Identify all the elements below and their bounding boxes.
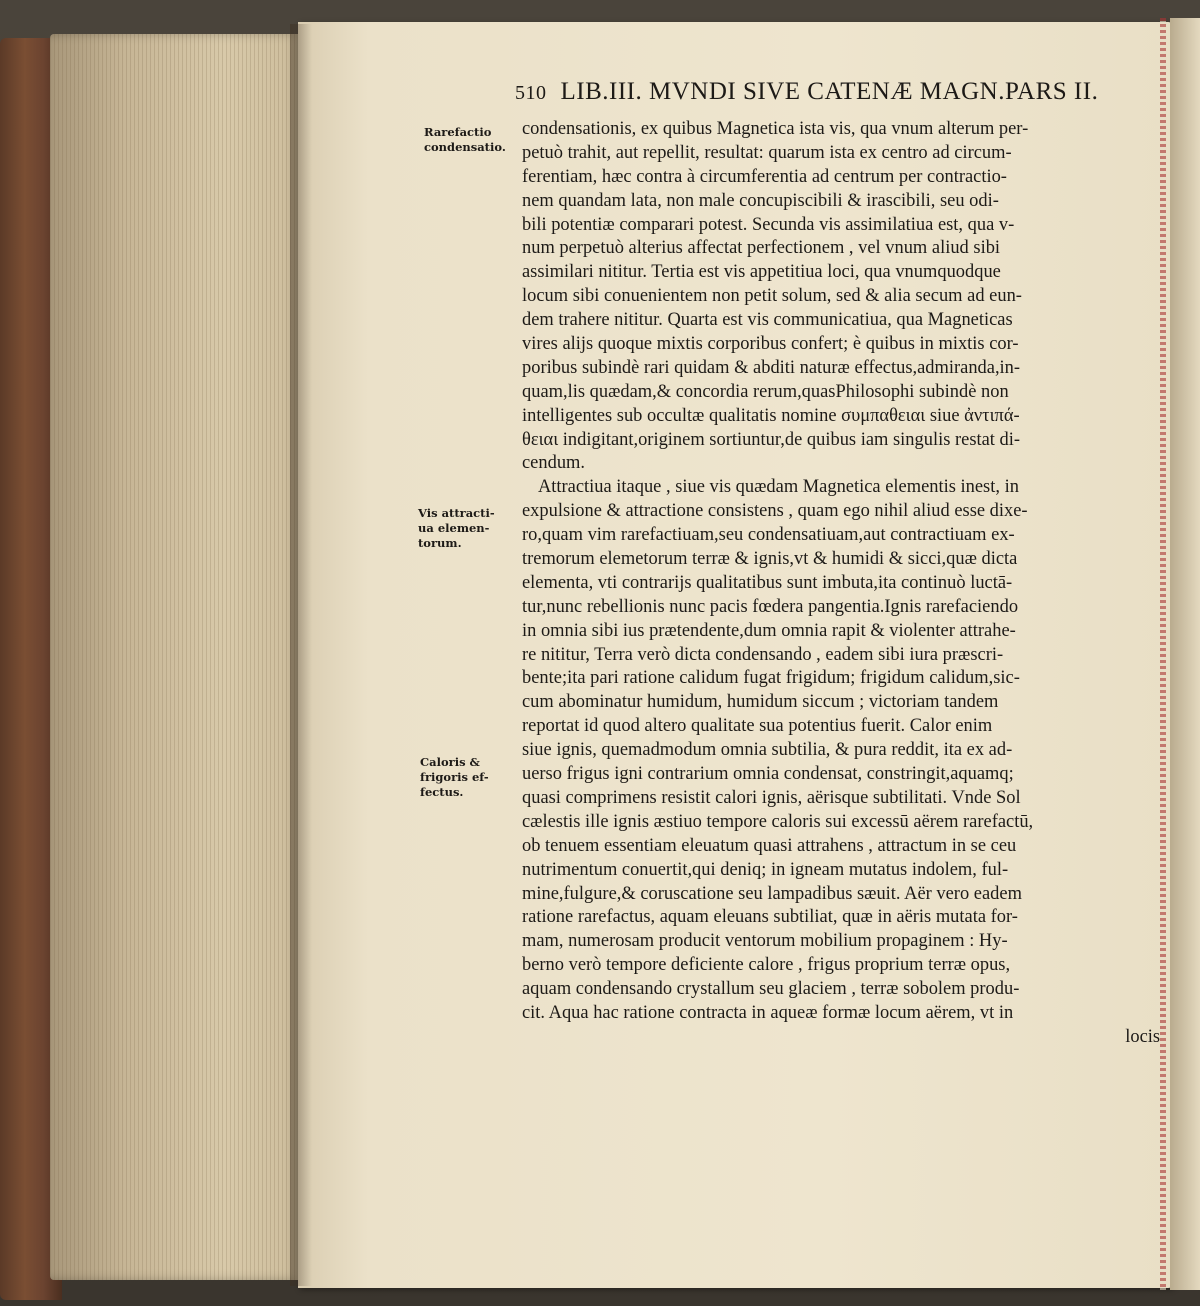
margin-note-line: torum.	[418, 536, 462, 550]
margin-note	[424, 125, 516, 155]
text-line: condensationis, ex quibus Magnetica ista vis, qua vnum alterum per-	[522, 119, 1029, 139]
text-line: poribus subindè rari quidam & abditi naturæ effectus,admiranda,in-	[522, 357, 1021, 378]
spine-shadow	[290, 24, 312, 1286]
margin-note-line: Vis attracti-	[418, 506, 495, 520]
margin-note-line: fectus.	[420, 785, 464, 799]
text-line: θειαι indigitant,originem sortiuntur,de quibus iam singulis restat di-	[522, 429, 1021, 450]
text-line: intelligentes sub occultæ qualitatis nomine συμπαθειαι siue ἀντιπά-	[522, 405, 1020, 426]
text-line: ratione rarefactus, aquam eleuans subtiliat, quæ in aëris mutata for-	[522, 907, 1018, 928]
text-line: cit. Aqua hac ratione contracta in aqueæ formæ locum aërem, vt in	[522, 1002, 1014, 1023]
facing-page-strip	[1170, 18, 1200, 1290]
text-line: cendum.	[522, 453, 585, 474]
text-line: cælestis ille ignis æstiuo tempore caloris sui excessū aërem rarefactū,	[522, 811, 1034, 832]
margin-note-line: ua elemen-	[418, 521, 490, 535]
text-line: uerso frigus igni contrarium omnia condensat, constringit,aquamq;	[522, 764, 1014, 785]
text-line: quam,lis quædam,& concordia rerum,quasPhilosophi subindè non	[522, 381, 1009, 402]
text-line: num perpetuò alterius affectat perfectionem , vel vnum aliud sibi	[522, 238, 1001, 259]
running-head	[515, 78, 1155, 114]
text-line: petuò trahit, aut repellit, resultat: quarum ista ex centro ad circum-	[522, 142, 1012, 163]
text-line: mam, numerosam producit ventorum mobilium propaginem : Hy-	[522, 931, 1008, 952]
text-line: tremorum elemetorum terræ & ignis,vt & humidi & sicci,quæ dicta	[522, 549, 1018, 570]
text-line: berno verò tempore deficiente calore , frigus proprium terræ opus,	[522, 955, 1011, 976]
text-line: in omnia sibi ius prætendente,dum omnia rapit & violenter attrahe-	[522, 620, 1016, 641]
margin-note-line: frigoris ef-	[420, 770, 489, 784]
text-line: dem trahere nititur. Quarta est vis communicatiua, qua Magneticas	[522, 310, 1013, 331]
margin-note	[418, 506, 516, 551]
text-line: siue ignis, quemadmodum omnia subtilia, & pura reddit, ita ex ad-	[522, 740, 1013, 761]
text-line: assimilari nititur. Tertia est vis appetitiua loci, qua vnumquodque	[522, 262, 1001, 283]
text-line: re nititur, Terra verò dicta condensando , eadem sibi iura præscri-	[522, 644, 1004, 665]
text-line: mine,fulgure,& coruscatione seu lampadibus sæuit. Aër vero eadem	[522, 883, 1022, 904]
text-line: locum sibi conuenientem non petit solum, sed & alia secum ad eun-	[522, 286, 1022, 307]
text-line: nutrimentum conuertit,qui deniq; in igneam mutatus indolem, ful-	[522, 859, 1009, 880]
text-line: quasi comprimens resistit calori ignis, aërisque subtilitati. Vnde Sol	[522, 787, 1021, 808]
page-number: 510	[515, 82, 547, 104]
catchword: locis	[1125, 1026, 1161, 1047]
text-line: Attractiua itaque , siue vis quædam Magnetica elementis inest, in	[537, 477, 1019, 498]
text-line: cum abominatur humidum, humidum siccum ; victoriam tandem	[522, 692, 999, 713]
margin-note-line: condensatio.	[424, 140, 506, 154]
text-line: bili potentiæ comparari potest. Secunda vis assimilatiua est, qua v-	[522, 214, 1015, 235]
text-line: bente;ita pari ratione calidum fugat frigidum; frigidum calidum,sic-	[522, 668, 1020, 689]
text-line: ferentiam, hæc contra à circumferentia ad centrum per contractio-	[522, 166, 1007, 187]
margin-note-line: Rarefactio	[424, 125, 492, 139]
text-line: aquam condensando crystallum seu glaciem , terræ sobolem produ-	[522, 979, 1020, 1000]
text-line: elementa, vti contrarijs qualitatibus sunt imbuta,ita continuò luctā-	[522, 572, 1013, 593]
running-title: LIB.III. MVNDI SIVE CATENÆ MAGN.PARS II.	[560, 78, 1099, 105]
text-line: ob tenuem essentiam eleuatum quasi attrahens , attractum in se ceu	[522, 835, 1017, 856]
page-stack-edges	[50, 34, 300, 1280]
margin-note	[420, 755, 514, 800]
text-line: expulsione & attractione consistens , quam ego nihil aliud esse dixe-	[522, 501, 1028, 522]
text-line: vires alijs quoque mixtis corporibus confert; è quibus in mixtis cor-	[522, 334, 1019, 355]
text-line: reportat id quod altero qualitate sua potentius fuerit. Calor enim	[522, 716, 993, 737]
text-line: tur,nunc rebellionis nunc pacis fœdera pangentia.Ignis rarefaciendo	[522, 596, 1019, 617]
text-line: nem quandam lata, non male concupiscibili & irascibili, seu odi-	[522, 190, 999, 211]
body-text	[522, 118, 1162, 1050]
margin-note-line: Caloris &	[420, 755, 480, 769]
text-line: ro,quam vim rarefactiuam,seu condensatiuam,aut contractiuam ex-	[522, 525, 1015, 546]
